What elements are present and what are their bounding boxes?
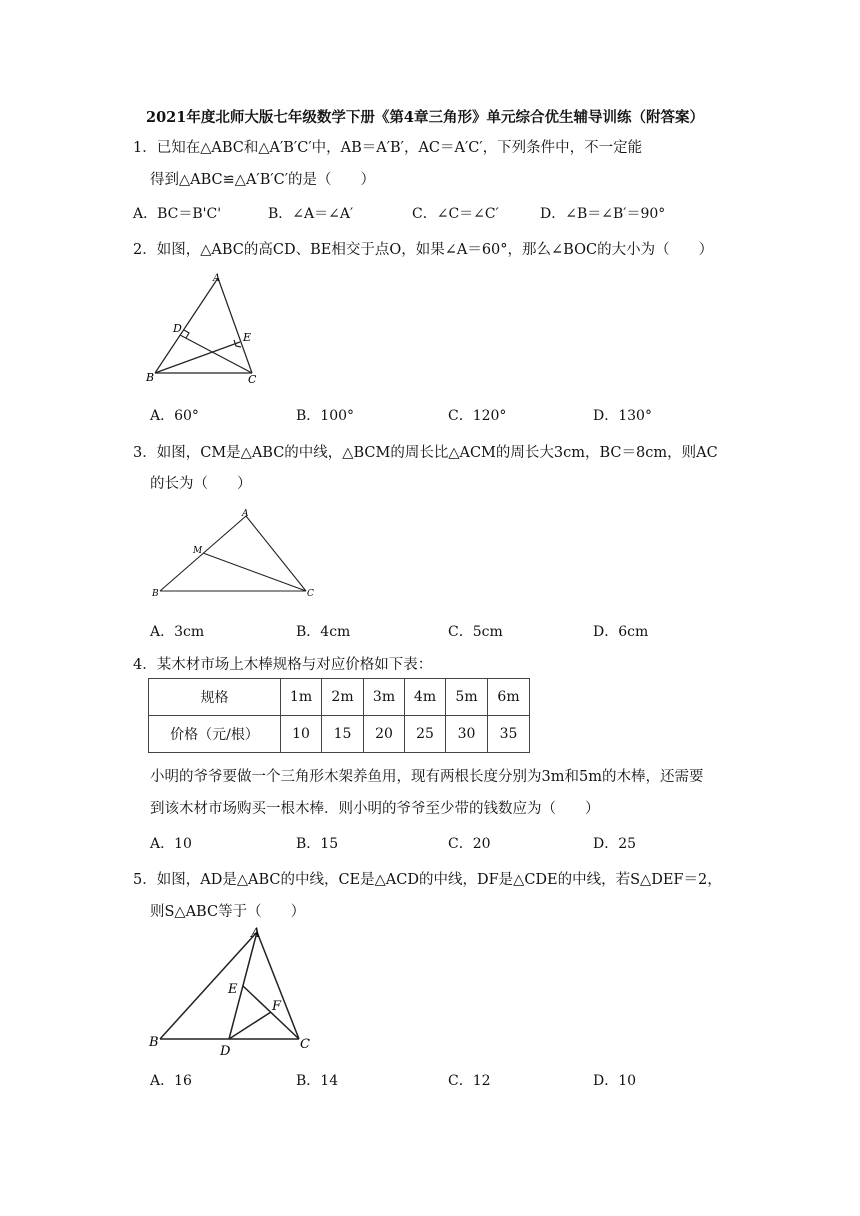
q5-label-f: F <box>272 999 282 1014</box>
q2-option-b: B．100° <box>296 408 355 424</box>
q5-label-c: C <box>300 1037 310 1052</box>
q5-label-d: D <box>220 1044 231 1059</box>
table-cell: 1m <box>281 679 322 716</box>
question-4-text-cont2: 到该木材市场购买一根木棒．则小明的爷爷至少带的钱数应为（ ） <box>150 801 600 817</box>
question-1-text-cont: 得到△ABC≌△A′B′C′的是（ ） <box>150 172 376 188</box>
question-4-text-cont: 小明的爷爷要做一个三角形木架养鱼用，现有两根长度分别为3m和5m的木棒，还需要 <box>150 769 704 785</box>
q5-option-b: B．14 <box>296 1073 339 1089</box>
q3-label-c: C <box>307 589 314 599</box>
table-cell: 4m <box>405 679 446 716</box>
q2-option-d: D．130° <box>593 408 652 424</box>
q3-label-m: M <box>193 546 203 556</box>
table-cell: 20 <box>364 716 405 753</box>
q1-option-d: D．∠B＝∠B′＝90° <box>540 206 666 222</box>
q2-label-e: E <box>243 331 252 344</box>
price-table <box>148 678 530 753</box>
table-cell: 35 <box>488 716 530 753</box>
q3-option-a: A．3cm <box>150 624 205 640</box>
q3-triangle-figure <box>150 505 320 605</box>
q4-option-d: D．25 <box>593 836 637 852</box>
q1-option-b: B．∠A＝∠A′ <box>268 206 354 222</box>
q2-label-a: A <box>213 273 221 284</box>
q3-option-d: D．6cm <box>593 624 649 640</box>
q4-option-c: C．20 <box>448 836 491 852</box>
question-5-text: 5．如图，AD是△ABC的中线，CE是△ACD的中线，DF是△CDE的中线，若S△DEF＝2， <box>133 872 722 888</box>
q5-option-c: C．12 <box>448 1073 491 1089</box>
q2-label-c: C <box>248 373 257 386</box>
table-cell: 5m <box>446 679 488 716</box>
q3-option-b: B．4cm <box>296 624 351 640</box>
q2-option-c: C．120° <box>448 408 507 424</box>
q5-triangle-figure <box>140 920 330 1060</box>
table-cell: 30 <box>446 716 488 753</box>
q5-label-a: A <box>251 926 261 941</box>
q5-label-b: B <box>149 1035 159 1050</box>
q3-option-c: C．5cm <box>448 624 503 640</box>
q4-option-a: A．10 <box>150 836 192 852</box>
table-cell: 6m <box>488 679 530 716</box>
q2-label-b: B <box>146 371 155 384</box>
table-cell: 价格（元/根） <box>149 716 281 753</box>
table-cell: 10 <box>281 716 322 753</box>
table-cell: 25 <box>405 716 446 753</box>
q5-option-d: D．10 <box>593 1073 637 1089</box>
question-3-text: 3．如图，CM是△ABC的中线，△BCM的周长比△ACM的周长大3cm，BC＝8cm，则AC <box>133 445 718 461</box>
question-5-text-cont: 则S△ABC等于（ ） <box>150 904 306 920</box>
q3-label-a: A <box>242 509 249 519</box>
q3-label-b: B <box>152 589 159 599</box>
q1-option-c: C．∠C＝∠C′ <box>412 206 499 222</box>
table-row <box>149 716 530 753</box>
question-2-text: 2．如图，△ABC的高CD、BE相交于点O，如果∠A＝60°，那么∠BOC的大小为（ ） <box>133 242 714 258</box>
q2-label-d: D <box>173 322 182 335</box>
question-1-text: 1．已知在△ABC和△A′B′C′中，AB＝A′B′，AC＝A′C′，下列条件中，不一定能 <box>133 140 643 156</box>
q4-option-b: B．15 <box>296 836 339 852</box>
table-cell: 2m <box>322 679 364 716</box>
question-3-text-cont: 的长为（ ） <box>150 476 252 492</box>
table-cell: 规格 <box>149 679 281 716</box>
q5-option-a: A．16 <box>150 1073 192 1089</box>
q2-option-a: A．60° <box>150 408 199 424</box>
table-row <box>149 679 530 716</box>
table-cell: 3m <box>364 679 405 716</box>
table-cell: 15 <box>322 716 364 753</box>
page-title: 2021年度北师大版七年级数学下册《第4章三角形》单元综合优生辅导训练（附答案） <box>146 109 704 126</box>
q1-option-a: A．BC＝B'C' <box>133 206 222 222</box>
question-4-text: 4．某木材市场上木棒规格与对应价格如下表： <box>133 657 433 673</box>
q5-label-e: E <box>228 982 238 997</box>
q2-triangle-figure <box>140 270 270 390</box>
